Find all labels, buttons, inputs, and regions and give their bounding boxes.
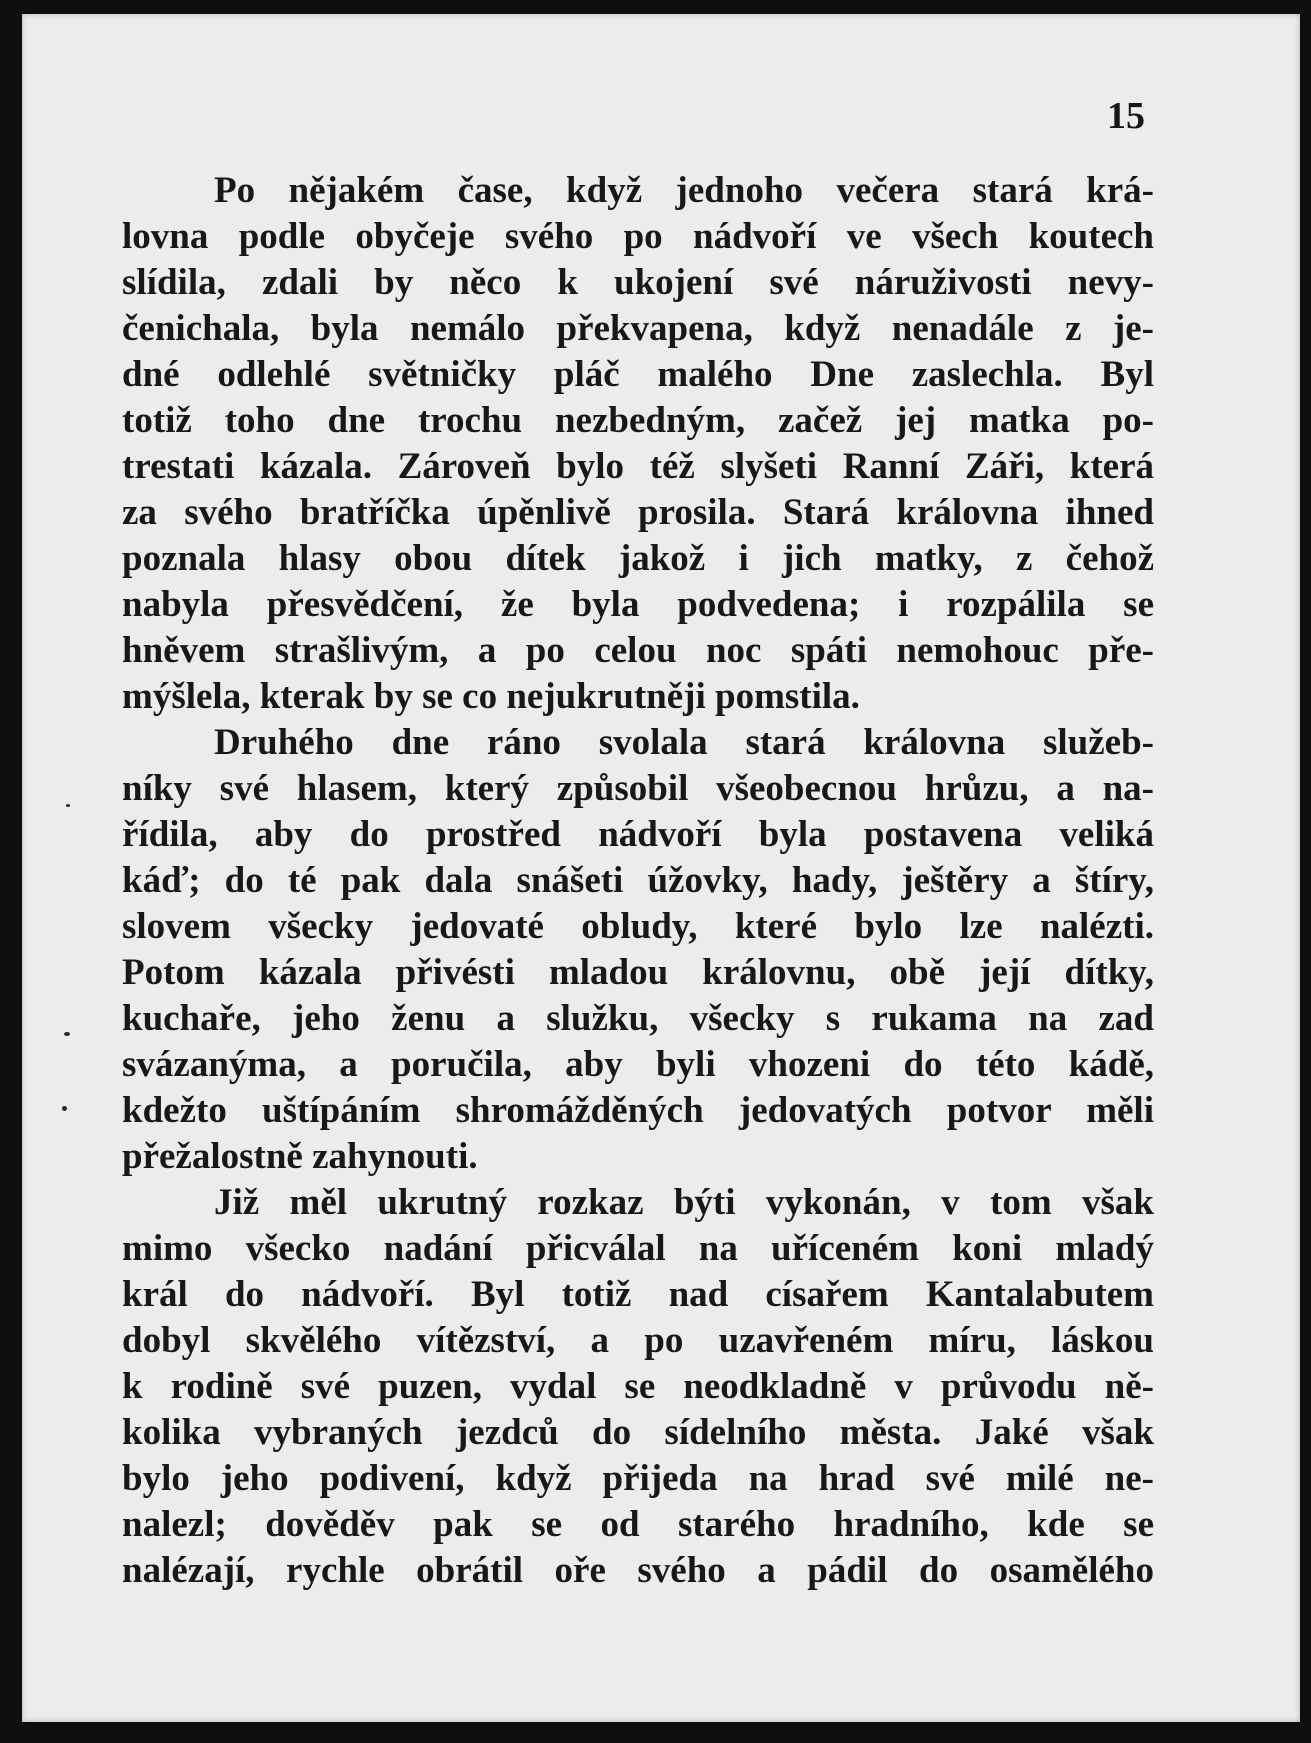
text-line: bylo jeho podivení, když přijeda na hrad své milé ne-	[122, 1458, 1154, 1499]
text-line: slídila, zdali by něco k ukojení své náruživosti nevy-	[122, 262, 1154, 303]
text-line: Po nějakém čase, když jednoho večera stará krá-	[214, 170, 1154, 211]
text-line: nabyla přesvědčení, že byla podvedena; i rozpálila se	[122, 584, 1154, 625]
ink-speck	[66, 804, 70, 807]
text-line: nalézají, rychle obrátil oře svého a pádil do osamělého	[122, 1550, 1154, 1591]
text-line: hněvem strašlivým, a po celou noc spáti nemohouc pře-	[122, 630, 1154, 671]
text-line: nalezl; dověděv pak se od starého hradního, kde se	[122, 1504, 1154, 1545]
book-page	[22, 14, 1300, 1722]
ink-speck	[62, 1106, 67, 1111]
text-line: Druhého dne ráno svolala stará královna služeb-	[214, 722, 1154, 763]
text-line: mýšlela, kterak by se co nejukrutněji pomstila.	[122, 676, 860, 717]
text-line: lovna podle obyčeje svého po nádvoří ve všech koutech	[122, 216, 1154, 257]
text-line: přežalostně zahynouti.	[122, 1136, 478, 1177]
text-line: svázanýma, a poručila, aby byli vhozeni do této kádě,	[122, 1044, 1154, 1085]
text-line: kuchaře, jeho ženu a služku, všecky s rukama na zad	[122, 998, 1154, 1039]
text-line: totiž toho dne trochu nezbedným, začež jej matka po-	[122, 400, 1154, 441]
text-line: Již měl ukrutný rozkaz býti vykonán, v tom však	[214, 1182, 1154, 1223]
ink-speck	[64, 1032, 70, 1036]
text-line: král do nádvoří. Byl totiž nad císařem Kantalabutem	[122, 1274, 1154, 1315]
text-line: Potom kázala přivésti mladou královnu, obě její dítky,	[122, 952, 1154, 993]
text-line: k rodině své puzen, vydal se neodkladně v průvodu ně-	[122, 1366, 1154, 1407]
text-line: dné odlehlé světničky pláč malého Dne zaslechla. Byl	[122, 354, 1154, 395]
text-line: kolika vybraných jezdců do sídelního města. Jaké však	[122, 1412, 1154, 1453]
text-line: poznala hlasy obou dítek jakož i jich matky, z čehož	[122, 538, 1154, 579]
text-line: níky své hlasem, který způsobil všeobecnou hrůzu, a na-	[122, 768, 1154, 809]
text-line: za svého bratříčka úpěnlivě prosila. Stará královna ihned	[122, 492, 1154, 533]
text-line: řídila, aby do prostřed nádvoří byla postavena veliká	[122, 814, 1154, 855]
text-line: dobyl skvělého vítězství, a po uzavřeném míru, láskou	[122, 1320, 1154, 1361]
text-line: čenichala, byla nemálo překvapena, když nenadále z je-	[122, 308, 1154, 349]
text-line: slovem všecky jedovaté obludy, které bylo lze nalézti.	[122, 906, 1154, 947]
text-line: kdežto uštípáním shromážděných jedovatých potvor měli	[122, 1090, 1154, 1131]
page-number: 15	[1107, 95, 1145, 137]
text-line: káď; do té pak dala snášeti úžovky, hady, ještěry a štíry,	[122, 860, 1154, 901]
text-line: mimo všecko nadání přicválal na uříceném koni mladý	[122, 1228, 1154, 1269]
text-line: trestati kázala. Zároveň bylo též slyšeti Ranní Záři, která	[122, 446, 1154, 487]
